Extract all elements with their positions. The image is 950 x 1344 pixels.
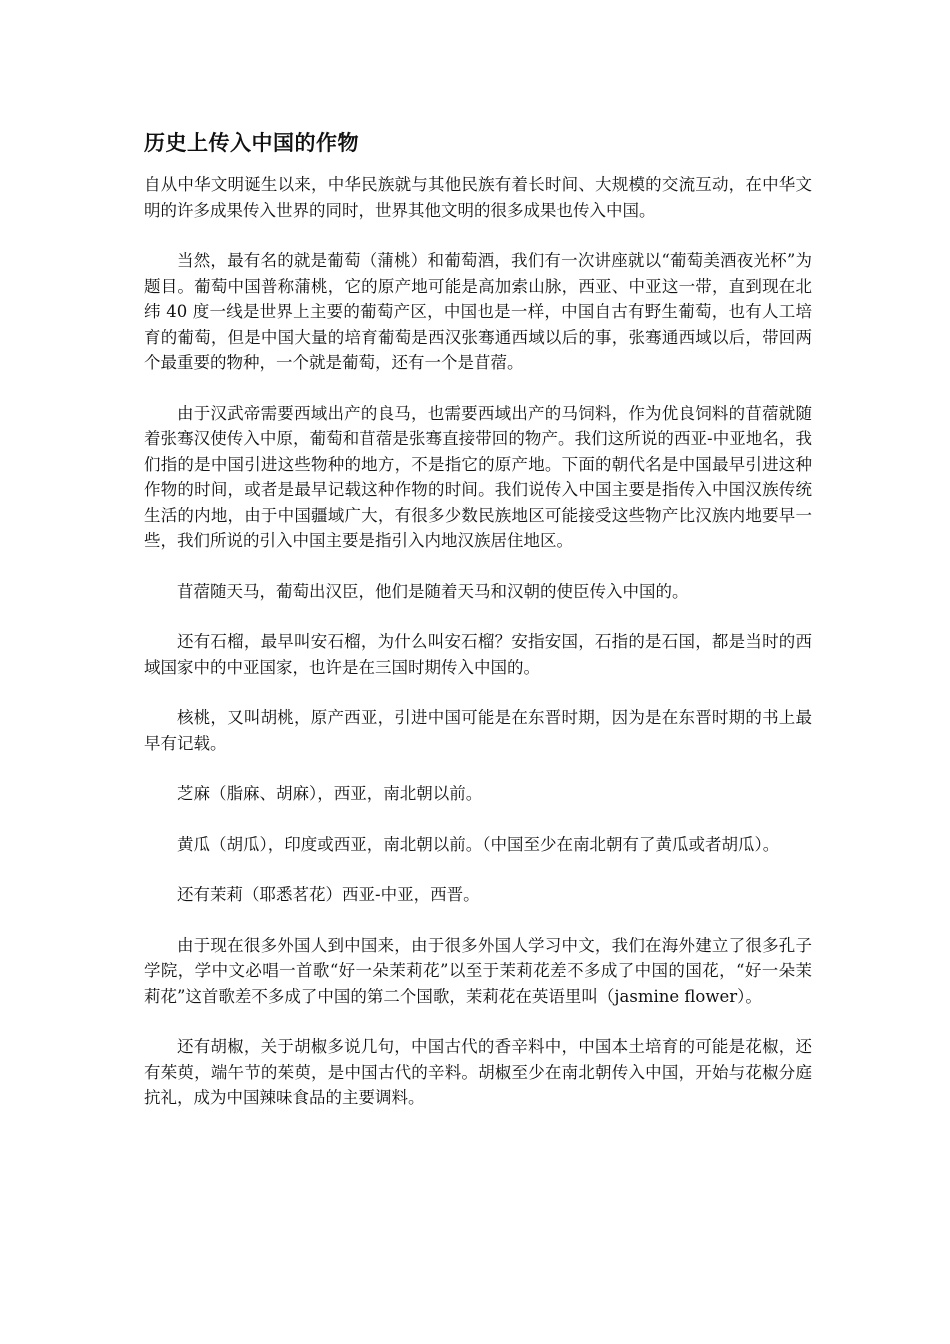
paragraph: 由于现在很多外国人到中国来，由于很多外国人学习中文，我们在海外建立了很多孔子学院，学中文必唱一首歌“好一朵茉莉花”以至于茉莉花差不多成了中国的国花，“好一朵茉莉花”这首歌差不多成了中国的第二个国歌，茉莉花在英语里叫（jasmine flower）。 <box>144 935 812 1006</box>
paragraph: 苜蓿随天马，葡萄出汉臣，他们是随着天马和汉朝的使臣传入中国的。 <box>177 581 689 601</box>
document-body <box>144 172 812 1111</box>
document-title: 历史上传入中国的作物 <box>144 131 359 155</box>
paragraph: 黄瓜（胡瓜），印度或西亚，南北朝以前。（中国至少在南北朝有了黄瓜或者胡瓜）。 <box>177 834 780 854</box>
paragraph: 当然，最有名的就是葡萄（蒲桃）和葡萄酒，我们有一次讲座就以“葡萄美酒夜光杯”为题目。葡萄中国普称蒲桃，它的原产地可能是高加索山脉，西亚、中亚这一带，直到现在北纬 40 度一线是世界上主要的葡萄产区，中国也是一样，中国自古有野生葡萄，也有人工培育的葡萄，但是中国大量的培育葡萄是西汉张骞通西域以后的事，张骞通西域以后，带回两个最重要的物种，一个就是葡萄，还有一个是苜蓿。 <box>144 251 812 372</box>
paragraph: 还有茉莉（耶悉茗花）西亚-中亚，西晋。 <box>177 885 480 904</box>
paragraph: 自从中华文明诞生以来，中华民族就与其他民族有着长时间、大规模的交流互动，在中华文明的许多成果传入世界的同时，世界其他文明的很多成果也传入中国。 <box>144 175 812 220</box>
paragraph: 核桃，又叫胡桃，原产西亚，引进中国可能是在东晋时期，因为是在东晋时期的书上最早有记载。 <box>144 708 812 753</box>
paragraph: 芝麻（脂麻、胡麻），西亚，南北朝以前。 <box>177 784 483 803</box>
paragraph: 还有胡椒，关于胡椒多说几句，中国古代的香辛料中，中国本土培育的可能是花椒，还有茱萸，端午节的茱萸，是中国古代的辛料。胡椒至少在南北朝传入中国，开始与花椒分庭抗礼，成为中国辣味食品的主要调料。 <box>144 1037 812 1107</box>
paragraph: 还有石榴，最早叫安石榴，为什么叫安石榴？安指安国，石指的是石国，都是当时的西域国家中的中亚国家，也许是在三国时期传入中国的。 <box>144 632 812 677</box>
document-page <box>144 128 812 1136</box>
paragraph: 由于汉武帝需要西域出产的良马，也需要西域出产的马饲料，作为优良饲料的苜蓿就随着张骞汉使传入中原，葡萄和苜蓿是张骞直接带回的物产。我们这所说的西亚-中亚地名，我们指的是中国引进这些物种的地方，不是指它的原产地。下面的朝代名是中国最早引进这种作物的时间，或者是最早记载这种作物的时间。我们说传入中国主要是指传入中国汉族传统生活的内地，由于中国疆域广大，有很多少数民族地区可能接受这些物产比汉族内地要早一些，我们所说的引入中国主要是指引入内地汉族居住地区。 <box>144 403 812 550</box>
